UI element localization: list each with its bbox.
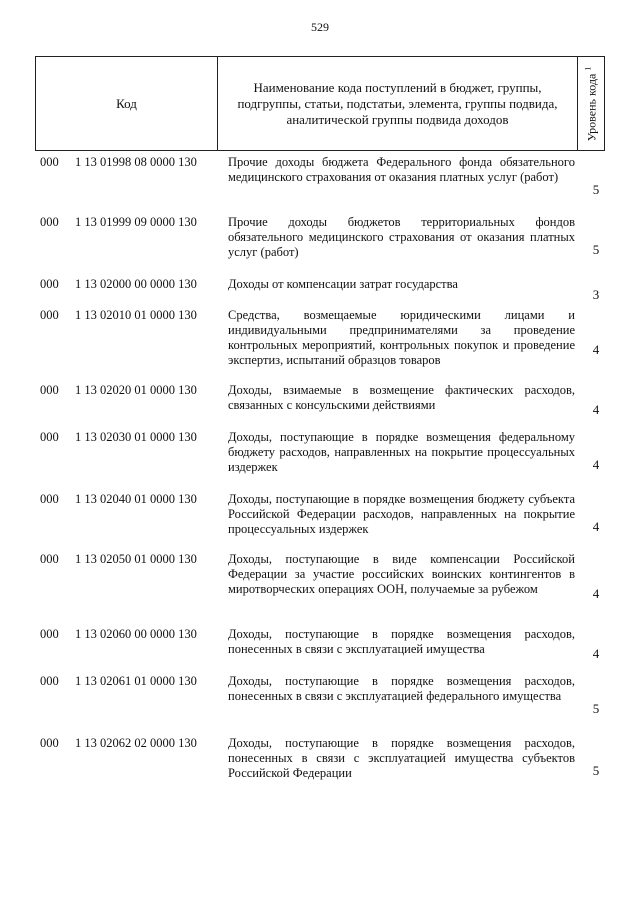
code-level: 3 <box>592 287 600 302</box>
table-row <box>35 430 605 475</box>
revenue-name: Средства, возмещаемые юридическими лицами и индивидуальными предпринимателями за проведение контрольных мероприятий, контрольных покупок и проведение экспертиз, испытаний образцов товаров <box>228 308 575 367</box>
admin-code: 000 <box>40 155 59 169</box>
revenue-name: Доходы, поступающие в порядке возмещения федеральному бюджету расходов, направленных на покрытие процессуальных издержек <box>228 430 575 474</box>
table-row <box>35 277 605 302</box>
revenue-code: 1 13 02062 02 0000 130 <box>75 736 197 750</box>
table-row <box>35 552 605 612</box>
table-header <box>35 56 605 151</box>
header-level-footnote: 1 <box>583 66 593 71</box>
admin-code: 000 <box>40 674 59 688</box>
revenue-code: 1 13 01999 09 0000 130 <box>75 215 197 229</box>
admin-code: 000 <box>40 736 59 750</box>
admin-code: 000 <box>40 430 59 444</box>
table-row <box>35 383 605 417</box>
table-row <box>35 492 605 537</box>
revenue-name: Доходы, поступающие в виде компенсации Российской Федерации за участие российских воинских контингентов в миротворческих операциях ООН, получаемые за рубежом <box>228 552 575 596</box>
admin-code: 000 <box>40 308 59 322</box>
table-row <box>35 215 605 260</box>
revenue-code: 1 13 02060 00 0000 130 <box>75 627 197 641</box>
revenue-code: 1 13 01998 08 0000 130 <box>75 155 197 169</box>
table-row <box>35 674 605 719</box>
revenue-name: Доходы, взимаемые в возмещение фактических расходов, связанных с консульскими действиями <box>228 383 575 412</box>
revenue-name: Доходы, поступающие в порядке возмещения расходов, понесенных в связи с эксплуатацией имущества субъектов Российской Федерации <box>228 736 575 780</box>
admin-code: 000 <box>40 277 59 291</box>
revenue-code: 1 13 02010 01 0000 130 <box>75 308 197 322</box>
code-level: 5 <box>592 242 600 257</box>
revenue-code: 1 13 02000 00 0000 130 <box>75 277 197 291</box>
code-level: 4 <box>592 457 600 472</box>
revenue-name: Доходы, поступающие в порядке возмещения расходов, понесенных в связи с эксплуатацией имущества <box>228 627 575 656</box>
revenue-name: Прочие доходы бюджета Федерального фонда обязательного медицинского страхования от оказания платных услуг (работ) <box>228 155 575 184</box>
code-level: 4 <box>592 342 600 357</box>
revenue-name: Прочие доходы бюджетов территориальных фондов обязательного медицинского страхования от оказания платных услуг (работ) <box>228 215 575 259</box>
code-level: 4 <box>592 402 600 417</box>
revenue-name: Доходы, поступающие в порядке возмещения бюджету субъекта Российской Федерации расходов, направленных на покрытие процессуальных издержек <box>228 492 575 536</box>
revenue-code: 1 13 02040 01 0000 130 <box>75 492 197 506</box>
header-code: Код <box>36 57 218 150</box>
code-level: 4 <box>592 646 600 661</box>
header-level-label: Уровень кода <box>584 73 599 141</box>
code-level: 5 <box>592 182 600 197</box>
admin-code: 000 <box>40 215 59 229</box>
code-level: 5 <box>592 701 600 716</box>
header-level <box>578 57 604 150</box>
table-row <box>35 627 605 661</box>
code-level: 4 <box>592 586 600 601</box>
code-level: 5 <box>592 763 600 778</box>
revenue-code: 1 13 02020 01 0000 130 <box>75 383 197 397</box>
revenue-code: 1 13 02061 01 0000 130 <box>75 674 197 688</box>
table-row <box>35 155 605 200</box>
code-level: 4 <box>592 519 600 534</box>
table-row <box>35 736 605 781</box>
admin-code: 000 <box>40 552 59 566</box>
admin-code: 000 <box>40 492 59 506</box>
admin-code: 000 <box>40 383 59 397</box>
page-number: 529 <box>311 20 329 34</box>
revenue-code: 1 13 02030 01 0000 130 <box>75 430 197 444</box>
header-name: Наименование кода поступлений в бюджет, группы, подгруппы, статьи, подстатьи, элемента, группы подвида, аналитической группы подвида доходов <box>218 57 578 150</box>
table-row <box>35 308 605 368</box>
revenue-name: Доходы от компенсации затрат государства <box>228 277 458 291</box>
admin-code: 000 <box>40 627 59 641</box>
revenue-code: 1 13 02050 01 0000 130 <box>75 552 197 566</box>
revenue-name: Доходы, поступающие в порядке возмещения расходов, понесенных в связи с эксплуатацией федерального имущества <box>228 674 575 703</box>
